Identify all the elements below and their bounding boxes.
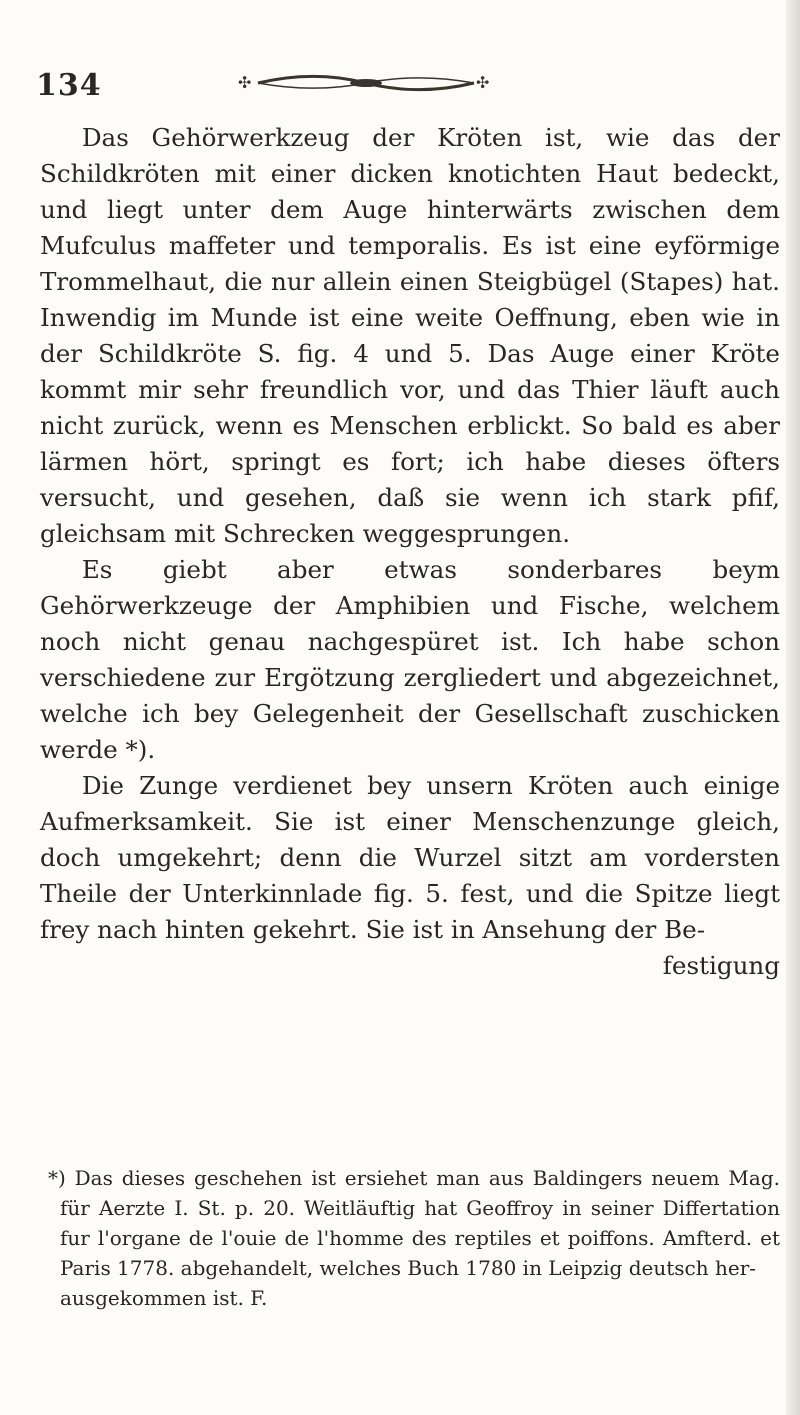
decorative-rule-icon	[236, 72, 496, 94]
page-number: 134	[36, 68, 102, 103]
footnote-text: *) Das dieses geschehen ist ersiehet man aus Baldingers neuem Mag. für Aerzte I. St. p. 20. Weitläuftig hat Geoffroy in seiner Differtation fur l'organe de l'ouie de l'homme des reptiles et poiffons. Amfterd. et Paris 1778. abgehandelt, welches Buch 1780 in Leipzig deutsch her-	[48, 1166, 780, 1280]
main-text	[40, 120, 780, 984]
svg-text:✣: ✣	[476, 73, 490, 92]
page-header	[36, 68, 756, 108]
page-edge	[786, 0, 800, 1415]
svg-text:✣: ✣	[238, 73, 252, 92]
paragraph-2: Es giebt aber etwas sonderbares beym Gehörwerkzeuge der Amphibien und Fische, welchem noch nicht genau nachgespüret ist. Ich habe schon verschiedene zur Ergötzung zergliedert und abgezeichnet, welche ich bey Gelegenheit der Gesellschaft zuschicken werde *).	[40, 555, 780, 764]
paragraph-3: Die Zunge verdienet bey unsern Kröten auch einige Aufmerksamkeit. Sie ist einer Menschenzunge gleich, doch umgekehrt; denn die Wurzel sitzt am vordersten Theile der Unterkinnlade fig. 5. fest, und die Spitze liegt frey nach hinten gekehrt. Sie ist in Ansehung der Be-	[40, 771, 780, 944]
paragraph-1: Das Gehörwerkzeug der Kröten ist, wie das der Schildkröten mit einer dicken knotichten Haut bedeckt, und liegt unter dem Auge hinterwärts zwischen dem Mufculus maffeter und temporalis. Es ist eine eyförmige Trommelhaut, die nur allein einen Steigbügel (Stapes) hat. Inwendig im Munde ist eine weite Oeffnung, eben wie in der Schildkröte S. fig. 4 und 5. Das Auge einer Kröte kommt mir sehr freundlich vor, und das Thier läuft auch nicht zurück, wenn es Menschen erblickt. So bald es aber lärmen hört, springt es fort; ich habe dieses öfters versucht, und gesehen, daß sie wenn ich stark pfif, gleichsam mit Schrecken weggesprungen.	[40, 123, 780, 548]
footnote	[48, 1163, 780, 1313]
footnote-continuation: ausgekommen ist. F.	[60, 1286, 268, 1310]
catchword: festigung	[662, 951, 780, 980]
